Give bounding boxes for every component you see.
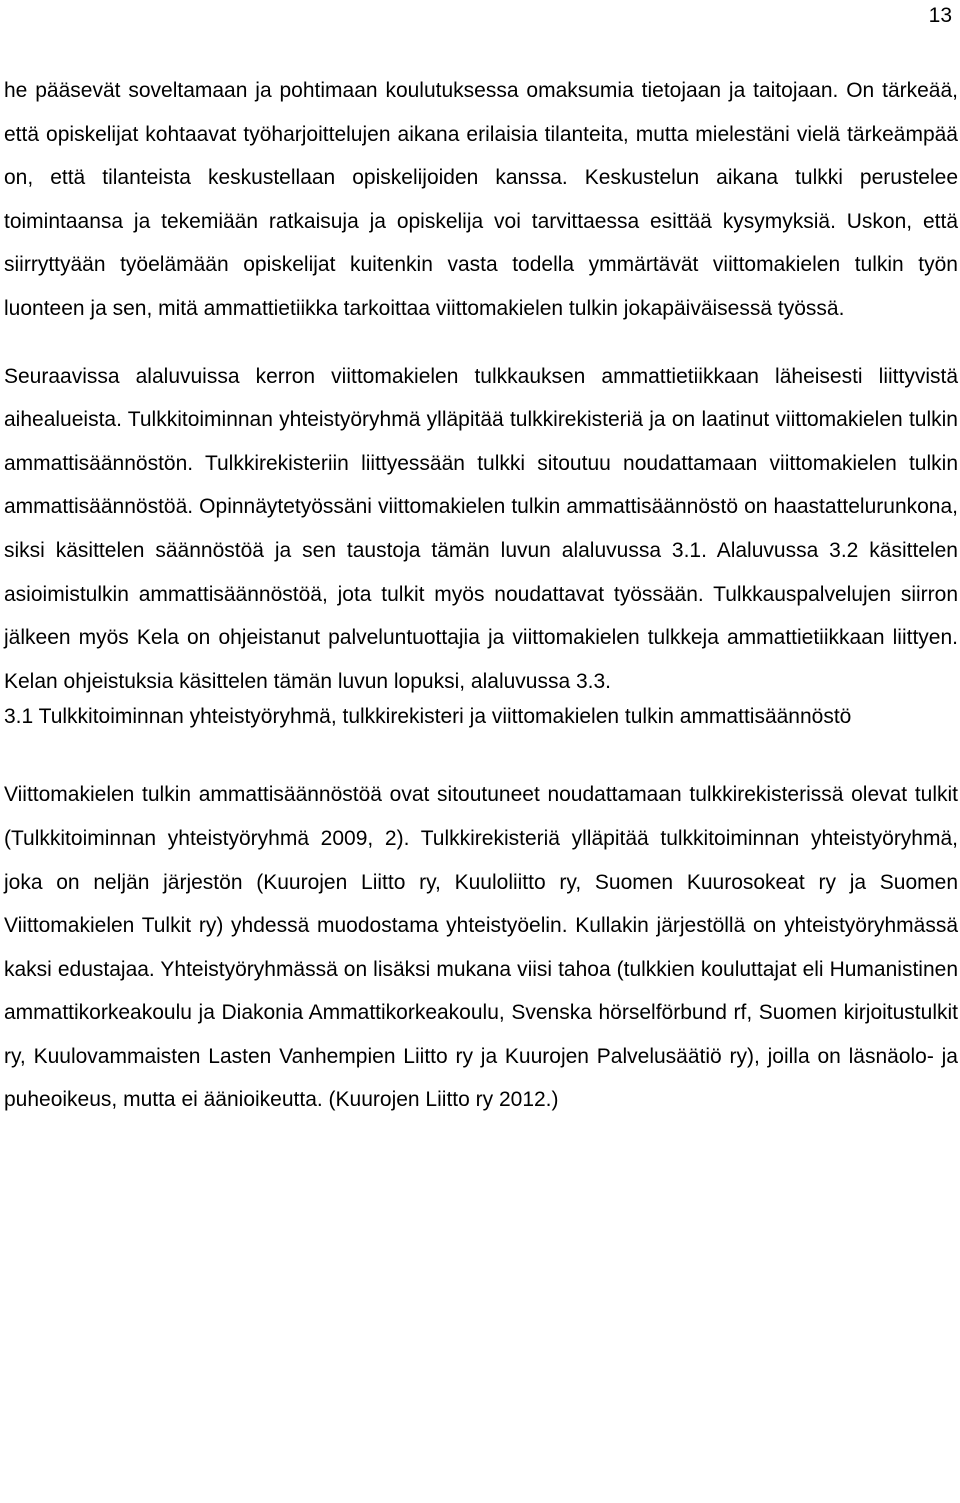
document-body [4,69,958,1122]
section-heading: 3.1 Tulkkitoiminnan yhteistyöryhmä, tulkkirekisteri ja viittomakielen tulkin ammattisäännöstö [4,705,852,729]
body-paragraph-1: he pääsevät soveltamaan ja pohtimaan koulutuksessa omaksumia tietojaan ja taitojaan. On tärkeää, että opiskelijat kohtaavat työharjoittelujen aikana erilaisia tilanteita, mutta mielestäni vielä tärkeämpää on, että tilanteista keskustellaan opiskelijoiden kanssa. Keskustelun aikana tulkki perustelee toimintaansa ja tekemiään ratkaisuja ja opiskelija voi tarvittaessa esittää kysymyksiä. Uskon, että siirryttyään työelämään opiskelijat kuitenkin vasta todella ymmärtävät viittomakielen tulkin työn luonteen ja sen, mitä ammattietiikka tarkoittaa viittomakielen tulkin jokapäiväisessä työssä. [4,79,958,320]
page-number: 13 [928,4,952,27]
body-paragraph-2: Seuraavissa alaluvuissa kerron viittomakielen tulkkauksen ammattietiikkaan läheisesti liittyvistä aihealueista. Tulkkitoiminnan yhteistyöryhmä ylläpitää tulkkirekisteriä ja on laatinut viittomakielen tulkin ammattisäännöstön. Tulkkirekisteriin liittyessään tulkki sitoutuu noudattamaan viittomakielen tulkin ammattisäännöstöä. Opinnäytetyössäni viittomakielen tulkin ammattisäännöstö on haastattelurunkona, siksi käsittelen säännöstöä ja sen taustoja tämän luvun alaluvussa 3.1. Alaluvussa 3.2 käsittelen asioimistulkin ammattisäännöstöä, jota tulkit myös noudattavat työssään. Tulkkauspalvelujen siirron jälkeen myös Kela on ohjeistanut palveluntuottajia ja viittomakielen tulkkeja ammattietiikkaan liittyen. Kelan ohjeistuksia käsittelen tämän luvun lopuksi, alaluvussa 3.3. [4,364,958,693]
section-paragraph: Viittomakielen tulkin ammattisäännöstöä ovat sitoutuneet noudattamaan tulkkirekisterissä olevat tulkit (Tulkkitoiminnan yhteistyöryhmä 2009, 2). Tulkkirekisteriä ylläpitää tulkkitoiminnan yhteistyöryhmä, joka on neljän järjestön (Kuurojen Liitto ry, Kuuloliitto ry, Suomen Kuurosokeat ry ja Suomen Viittomakielen Tulkit ry) yhdessä muodostama yhteistyöelin. Kullakin järjestöllä on yhteistyöryhmässä kaksi edustajaa. Yhteistyöryhmässä on lisäksi mukana viisi tahoa (tulkkien kouluttajat eli Humanistinen ammattikorkeakoulu ja Diakonia Ammattikorkeakoulu, Svenska hörselförbund rf, Suomen kirjoitustulkit ry, Kuulovammaisten Lasten Vanhempien Liitto ry ja Kuurojen Palvelusäätiö ry), joilla on läsnäolo- ja puheoikeus, mutta ei äänioikeutta. (Kuurojen Liitto ry 2012.) [4,783,958,1112]
